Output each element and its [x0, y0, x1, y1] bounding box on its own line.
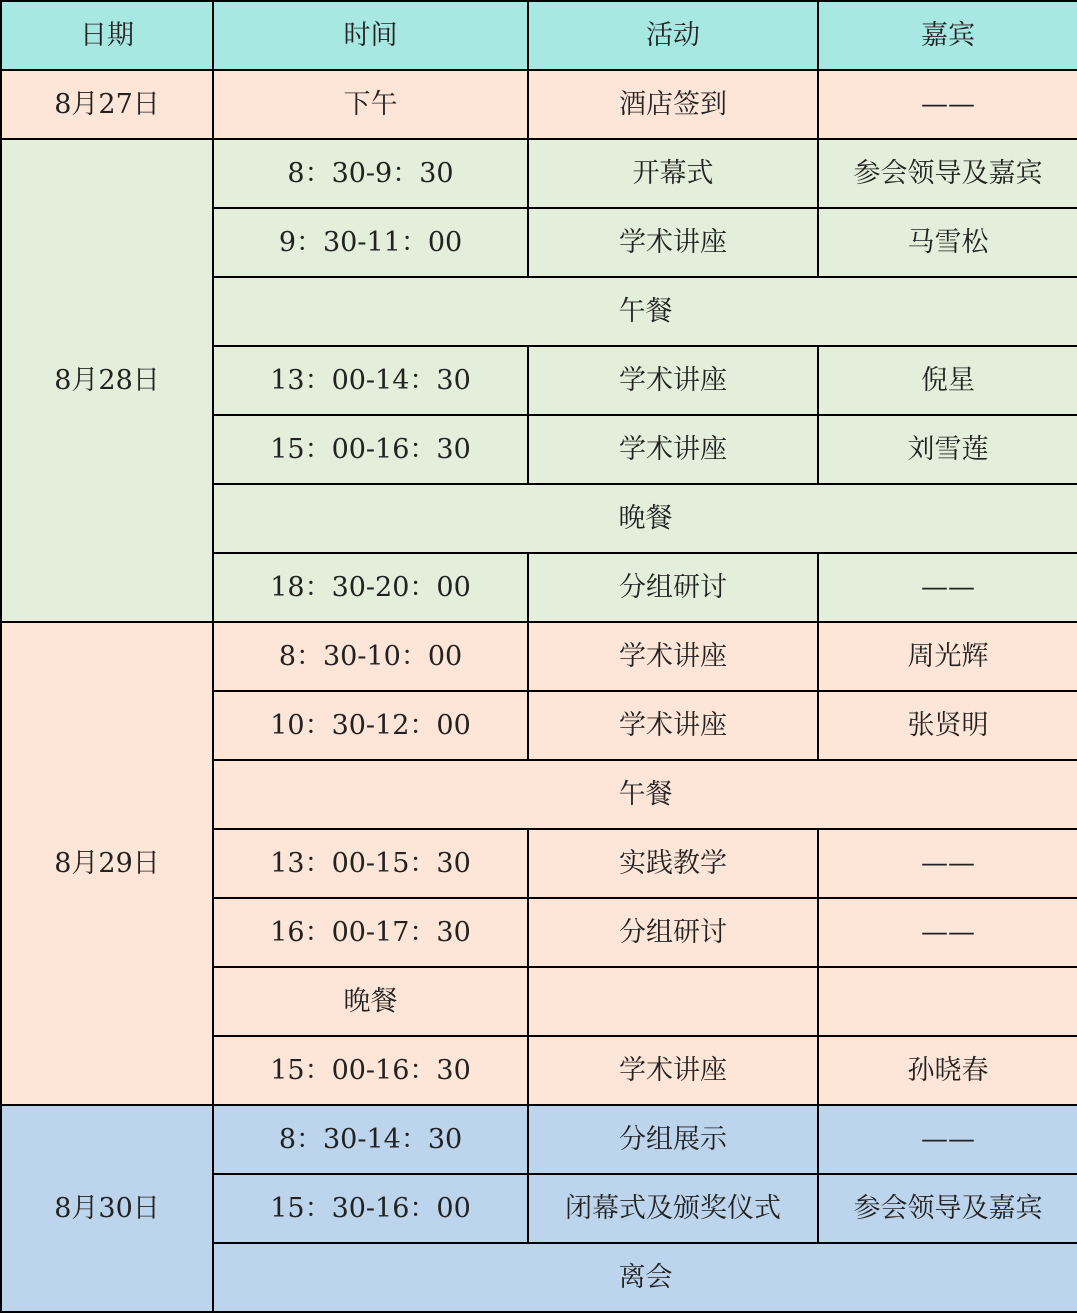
- date-cell: 8月30日: [1, 1105, 213, 1312]
- activity-cell: 闭幕式及颁奖仪式: [528, 1174, 818, 1243]
- time-cell: 18：30-20：00: [213, 553, 528, 622]
- table-row: [1, 139, 1077, 208]
- guest-cell: 周光辉: [818, 622, 1077, 691]
- table-row: [1, 622, 1077, 691]
- time-cell: 8：30-14：30: [213, 1105, 528, 1174]
- meal-cell: 午餐: [213, 760, 1077, 829]
- guest-cell: [818, 967, 1077, 1036]
- guest-cell: ——: [818, 1105, 1077, 1174]
- time-cell: 15：30-16：00: [213, 1174, 528, 1243]
- activity-cell: 学术讲座: [528, 415, 818, 484]
- header-activity: 活动: [528, 1, 818, 70]
- guest-cell: 张贤明: [818, 691, 1077, 760]
- guest-cell: ——: [818, 898, 1077, 967]
- date-cell: 8月28日: [1, 139, 213, 622]
- activity-cell: 学术讲座: [528, 346, 818, 415]
- date-cell: 8月27日: [1, 70, 213, 139]
- activity-cell: 学术讲座: [528, 622, 818, 691]
- header-row: [1, 1, 1077, 70]
- activity-cell: 实践教学: [528, 829, 818, 898]
- meal-cell: 晚餐: [213, 484, 1077, 553]
- guest-cell: 孙晓春: [818, 1036, 1077, 1105]
- header-time: 时间: [213, 1, 528, 70]
- activity-cell: 学术讲座: [528, 691, 818, 760]
- time-cell: 16：00-17：30: [213, 898, 528, 967]
- table-row: [1, 70, 1077, 139]
- time-cell: 15：00-16：30: [213, 415, 528, 484]
- activity-cell: 分组研讨: [528, 553, 818, 622]
- departure-cell: 离会: [213, 1243, 1077, 1312]
- activity-cell: 学术讲座: [528, 1036, 818, 1105]
- date-cell: 8月29日: [1, 622, 213, 1105]
- time-cell: 15：00-16：30: [213, 1036, 528, 1105]
- guest-cell: 倪星: [818, 346, 1077, 415]
- guest-cell: 刘雪莲: [818, 415, 1077, 484]
- guest-cell: 参会领导及嘉宾: [818, 139, 1077, 208]
- guest-cell: 马雪松: [818, 208, 1077, 277]
- time-cell: 10：30-12：00: [213, 691, 528, 760]
- time-cell: 9：30-11：00: [213, 208, 528, 277]
- time-cell: 8：30-9：30: [213, 139, 528, 208]
- guest-cell: ——: [818, 553, 1077, 622]
- meal-cell: 午餐: [213, 277, 1077, 346]
- activity-cell: 学术讲座: [528, 208, 818, 277]
- time-cell: 下午: [213, 70, 528, 139]
- activity-cell: [528, 967, 818, 1036]
- guest-cell: ——: [818, 829, 1077, 898]
- activity-cell: 开幕式: [528, 139, 818, 208]
- time-cell: 13：00-14：30: [213, 346, 528, 415]
- guest-cell: 参会领导及嘉宾: [818, 1174, 1077, 1243]
- activity-cell: 酒店签到: [528, 70, 818, 139]
- table-row: [1, 1105, 1077, 1174]
- header-date: 日期: [1, 1, 213, 70]
- time-cell: 晚餐: [213, 967, 528, 1036]
- time-cell: 13：00-15：30: [213, 829, 528, 898]
- activity-cell: 分组展示: [528, 1105, 818, 1174]
- header-guest: 嘉宾: [818, 1, 1077, 70]
- time-cell: 8：30-10：00: [213, 622, 528, 691]
- guest-cell: ——: [818, 70, 1077, 139]
- activity-cell: 分组研讨: [528, 898, 818, 967]
